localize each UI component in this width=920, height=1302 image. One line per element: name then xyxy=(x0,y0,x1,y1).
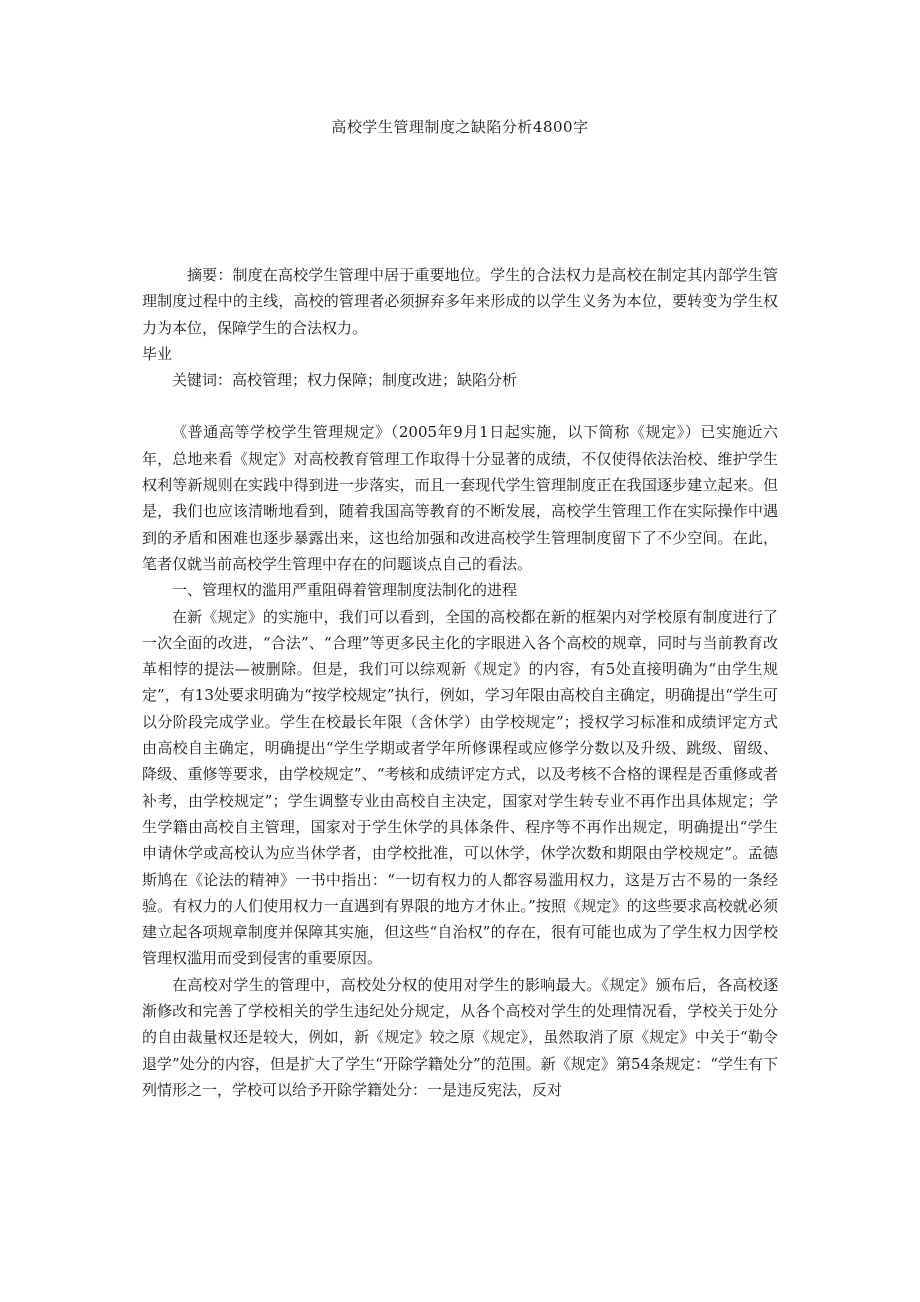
document-title: 高校学生管理制度之缺陷分析4800字 xyxy=(331,118,589,136)
body-paragraph-intro: 《普通高等学校学生管理规定》（2005年9月1日起实施，以下简称《规定》）已实施近六年，总地来看《规定》对高校教育管理工作取得十分显著的成绩，不仅使得依法治校、维护学生权利等新规则在实践中得到进一步落实，而且一套现代学生管理制度正在我国逐步建立起来。但是，我们也应该清晰地看到，随着我国高等教育的不断发展，高校学生管理工作在实际操作中遇到的矛盾和困难也逐步暴露出来，这也给加强和改进高校学生管理制度留下了不少空间。在此，笔者仅就当前高校学生管理中存在的问题谈点自己的看法。 xyxy=(142,423,778,573)
section-heading: 一、管理权的滥用严重阻碍着管理制度法制化的进程 xyxy=(172,581,518,600)
stray-word: 毕业 xyxy=(142,344,173,363)
document-body xyxy=(142,262,778,1103)
keywords-line: 关键词：高校管理；权力保障；制度改进；缺陷分析 xyxy=(172,371,518,390)
body-paragraph: 在高校对学生的管理中，高校处分权的使用对学生的影响最大。《规定》颁布后，各高校逐渐修改和完善了学校相关的学生违纪处分规定，从各个高校对学生的处理情况看，学校关于处分的自由裁量权还是较大，例如，新《规定》较之原《规定》，虽然取消了原《规定》中关于“勒令退学”处分的内容，但是扩大了学生“开除学籍处分”的范围。新《规定》第54条规定：“学生有下列情形之一，学校可以给予开除学籍处分：一是违反宪法，反对 xyxy=(142,975,778,1099)
abstract-paragraph: 摘要：制度在高校学生管理中居于重要地位。学生的合法权力是高校在制定其内部学生管理制度过程中的主线，高校的管理者必须摒弃多年来形成的以学生义务为本位，要转变为学生权力为本位，保障学生的合法权力。 xyxy=(142,266,778,337)
body-paragraph: 在新《规定》的实施中，我们可以看到，全国的高校都在新的框架内对学校原有制度进行了一次全面的改进，“合法”、“合理”等更多民主化的字眼进入各个高校的规章，同时与当前教育改革相悖的提法—被删除。但是，我们可以综观新《规定》的内容，有5处直接明确为“由学生规定”，有13处要求明确为“按学校规定”执行，例如，学习年限由高校自主确定，明确提出“学生可以分阶段完成学业。学生在校最长年限（含休学）由学校规定”；授权学习标准和成绩评定方式由高校自主确定，明确提出“学生学期或者学年所修课程或应修学分数以及升级、跳级、留级、降级、重修等要求，由学校规定”、“考核和成绩评定方式，以及考核不合格的课程是否重修或者补考，由学校规定”；学生调整专业由高校自主决定，国家对学生转专业不再作出具体规定；学生学籍由高校自主管理，国家对于学生休学的具体条件、程序等不再作出规定，明确提出“学生申请休学或高校认为应当休学者，由学校批准，可以休学，休学次数和期限由学校规定”。孟德斯鸠在《论法的精神》一书中指出：“一切有权力的人都容易滥用权力，这是万古不易的一条经验。有权力的人们使用权力一直遇到有界限的地方才休止。”按照《规定》的这些要求高校就必须建立起各项规章制度并保障其实施，但这些“自治权”的存在，很有可能也成为了学生权力因学校管理权滥用而受到侵害的重要原因。 xyxy=(142,607,778,968)
